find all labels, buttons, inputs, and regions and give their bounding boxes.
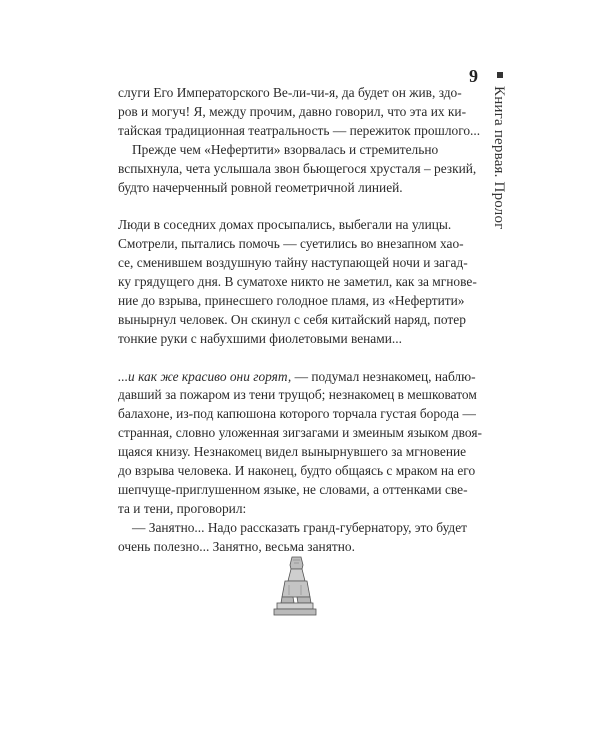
paragraph-gap	[118, 349, 481, 368]
text-fragment: — подумал незнакомец, наблю-	[291, 368, 476, 384]
text-line: Прежде чем «Нефертити» взорвалась и стремительно	[132, 141, 439, 157]
text-line: — Занятно... Надо рассказать гранд-губернатору, это будет	[132, 519, 468, 535]
text-line: будто начерченный ровной геометричной линией.	[118, 179, 403, 195]
page-number: 9	[469, 66, 478, 86]
text-line: ку грядущего дня. В суматохе никто не заметил, как за мгнове-	[118, 274, 477, 290]
text-line: очень полезно... Занятно, весьма занятно.	[118, 538, 355, 554]
text-line: шепчуще-приглушенном языке, не словами, а оттенками све-	[118, 482, 468, 497]
text-line: се, сменившем воздушную тайну наступающей ночи и загад-	[118, 255, 468, 271]
text-line: щаяся книзу. Незнакомец видел вынырнувшего за мгновение	[118, 444, 467, 460]
paragraph	[118, 368, 481, 519]
sphinx-illustration	[271, 553, 319, 617]
text-line: балахоне, из-под капюшона которого торчала густая борода —	[118, 406, 476, 422]
running-head-text: Книга первая. Пролог	[491, 86, 507, 230]
text-line: ров и могуч! Я, между прочим, давно говорил, что эта их ки-	[118, 103, 467, 119]
text-line: слуги Его Императорского Ве-ли-чи-я, да будет он жив, здо-	[118, 85, 462, 100]
text-line: Смотрели, пытались помочь — суетились во внезапном хао-	[118, 236, 464, 252]
text-line	[118, 368, 481, 387]
paragraph	[118, 141, 481, 198]
text-line: ние до взрыва, принесшего голодное пламя, из «Нефертити»	[118, 292, 465, 308]
paragraph	[118, 216, 481, 348]
paragraph	[118, 84, 481, 141]
italic-thought: ...и как же красиво они горят,	[118, 368, 292, 384]
text-line: до взрыва человека. И наконец, будто общаясь с мраком на его	[118, 463, 476, 479]
running-head	[490, 68, 512, 328]
body-text	[118, 84, 481, 557]
text-line: вспыхнула, чета услышала звон бьющегося хрусталя – резкий,	[118, 160, 477, 176]
bullet-icon	[497, 72, 503, 78]
text-line: та и тени, проговорил:	[118, 500, 247, 516]
text-line: вынырнул человек. Он скинул с себя китайский наряд, потер	[118, 311, 466, 327]
paragraph	[118, 519, 481, 557]
text-line: тонкие руки с набухшими фиолетовыми венами...	[118, 330, 402, 346]
text-line: тайская традиционная театральность — пережиток прошлого...	[118, 122, 481, 138]
text-line: Люди в соседних домах просыпались, выбегали на улицы.	[118, 217, 452, 233]
text-line: давший за пожаром из тени трущоб; незнакомец в мешковатом	[118, 387, 477, 403]
text-line: странная, словно уложенная зигзагами и змеиным языком двоя-	[118, 425, 482, 441]
paragraph-gap	[118, 197, 481, 216]
